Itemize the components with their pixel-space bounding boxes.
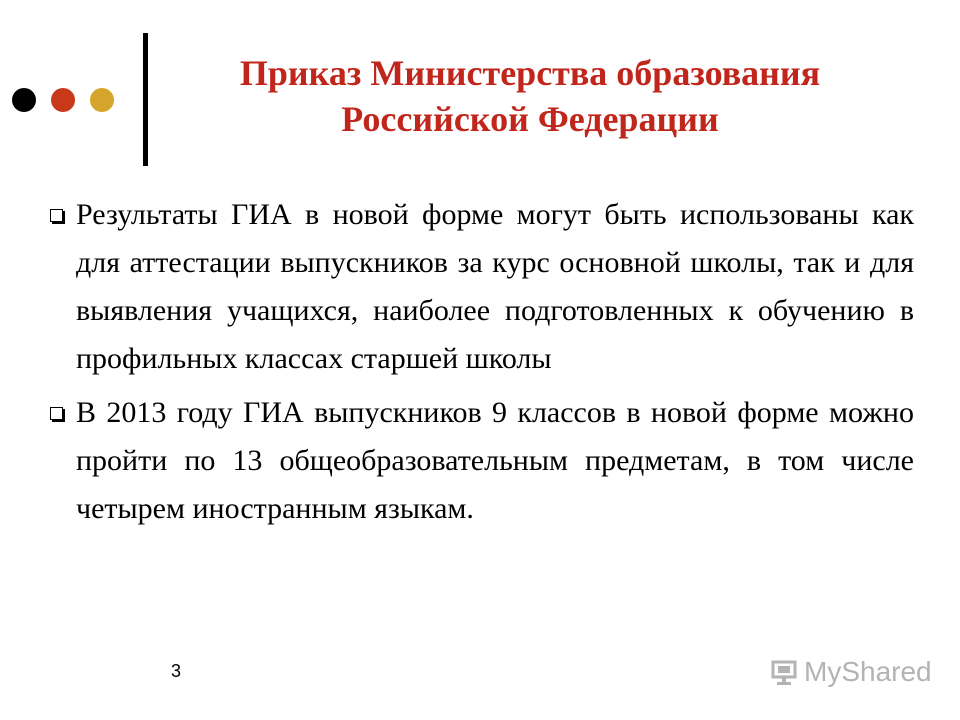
presentation-board-icon bbox=[770, 658, 798, 686]
title-line-1: Приказ Министерства образования bbox=[239, 53, 821, 93]
bullet-text: В 2013 году ГИА выпускников 9 классов в новой форме можно пройти по 13 общеобразовательным предметам, в том числе четырем иностранным языкам. bbox=[76, 396, 914, 525]
bullet-list bbox=[44, 191, 914, 539]
title-divider bbox=[143, 33, 148, 166]
slide-title bbox=[150, 50, 910, 142]
checkbox-bullet-icon bbox=[50, 407, 63, 420]
bullet-item bbox=[44, 191, 914, 383]
black-dot-icon bbox=[12, 88, 36, 112]
watermark-text: MyShared bbox=[804, 656, 932, 687]
title-line-2: Российской Федерации bbox=[341, 99, 719, 139]
gold-dot-icon bbox=[90, 88, 114, 112]
page-number: 3 bbox=[171, 661, 182, 681]
watermark bbox=[770, 656, 932, 688]
red-dot-icon bbox=[51, 88, 75, 112]
checkbox-bullet-icon bbox=[50, 209, 63, 222]
bullet-item bbox=[44, 389, 914, 533]
decorative-dots bbox=[12, 88, 114, 114]
bullet-text: Результаты ГИА в новой форме могут быть использованы как для аттестации выпускников за курс основной школы, так и для выявления учащихся, наиболее подготовленных к обучению в профильных классах старшей школы bbox=[76, 198, 914, 375]
